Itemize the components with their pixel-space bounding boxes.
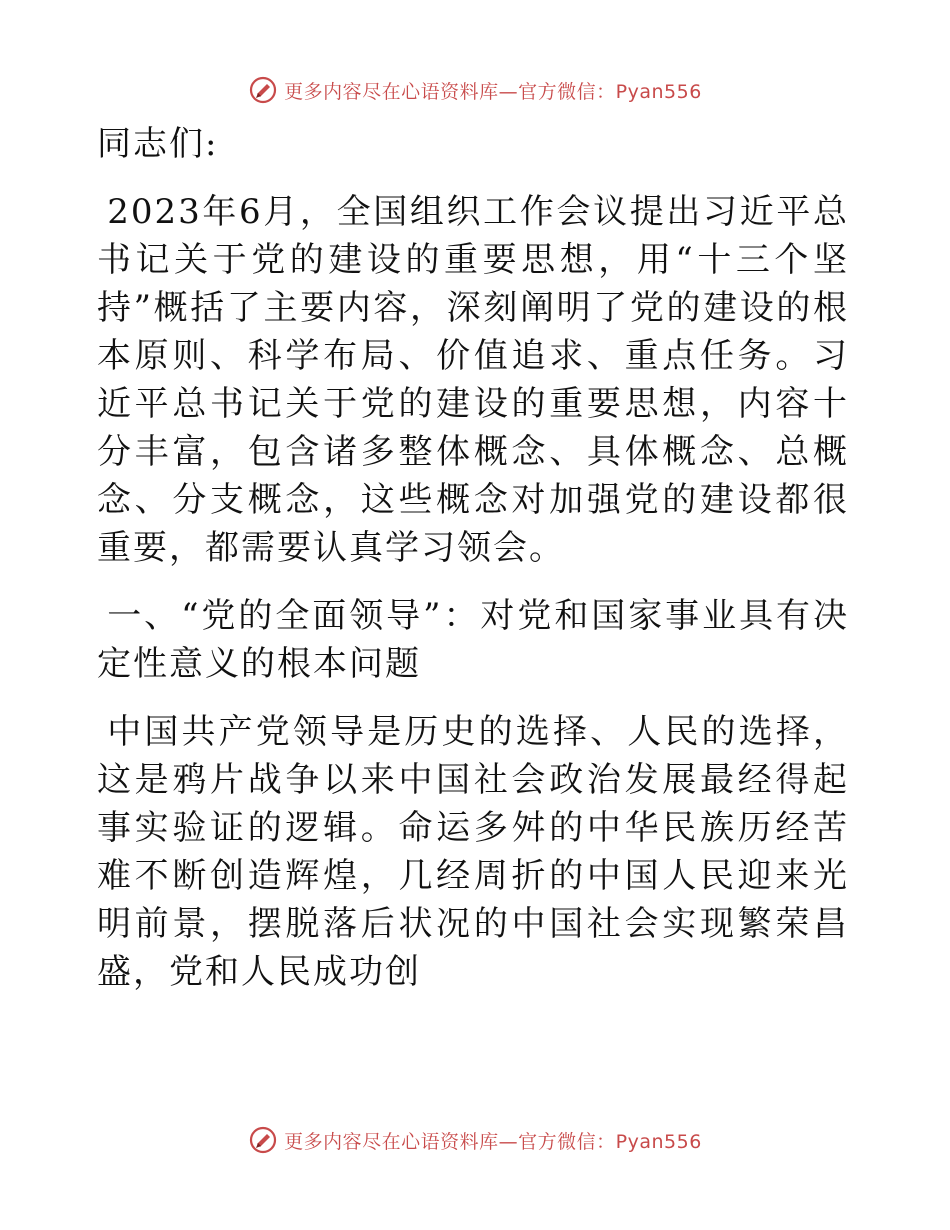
salutation: 同志们: (97, 124, 219, 164)
document-body (97, 120, 849, 996)
header-watermark (0, 70, 950, 110)
footer-watermark (0, 1120, 950, 1160)
brand-logo-icon (248, 1125, 278, 1155)
paragraph-intro: 2023年6月，全国组织工作会议提出习近平总书记关于党的建设的重要思想，用“十三个坚持”概括了主要内容，深刻阐明了党的建设的根本原则、科学布局、价值追求、重点任务。习近平总书记关于党的建设的重要思想，内容十分丰富，包含诸多整体概念、具体概念、总概念、分支概念，这些概念对加强党的建设都很重要，都需要认真学习领会。 (97, 192, 849, 568)
watermark-text: 更多内容尽在心语资料库—官方微信：Pyan556 (284, 80, 702, 103)
paragraph-section-1: 中国共产党领导是历史的选择、人民的选择，这是鸦片战争以来中国社会政治发展最经得起事实验证的逻辑。命运多舛的中华民族历经苦难不断创造辉煌，几经周折的中国人民迎来光明前景，摆脱落后状况的中国社会实现繁荣昌盛，党和人民成功创 (97, 712, 849, 992)
watermark-text: 更多内容尽在心语资料库—官方微信：Pyan556 (284, 1130, 702, 1153)
section-heading-1: 一、“党的全面领导”：对党和国家事业具有决定性意义的根本问题 (97, 596, 849, 684)
brand-logo-icon (248, 75, 278, 105)
